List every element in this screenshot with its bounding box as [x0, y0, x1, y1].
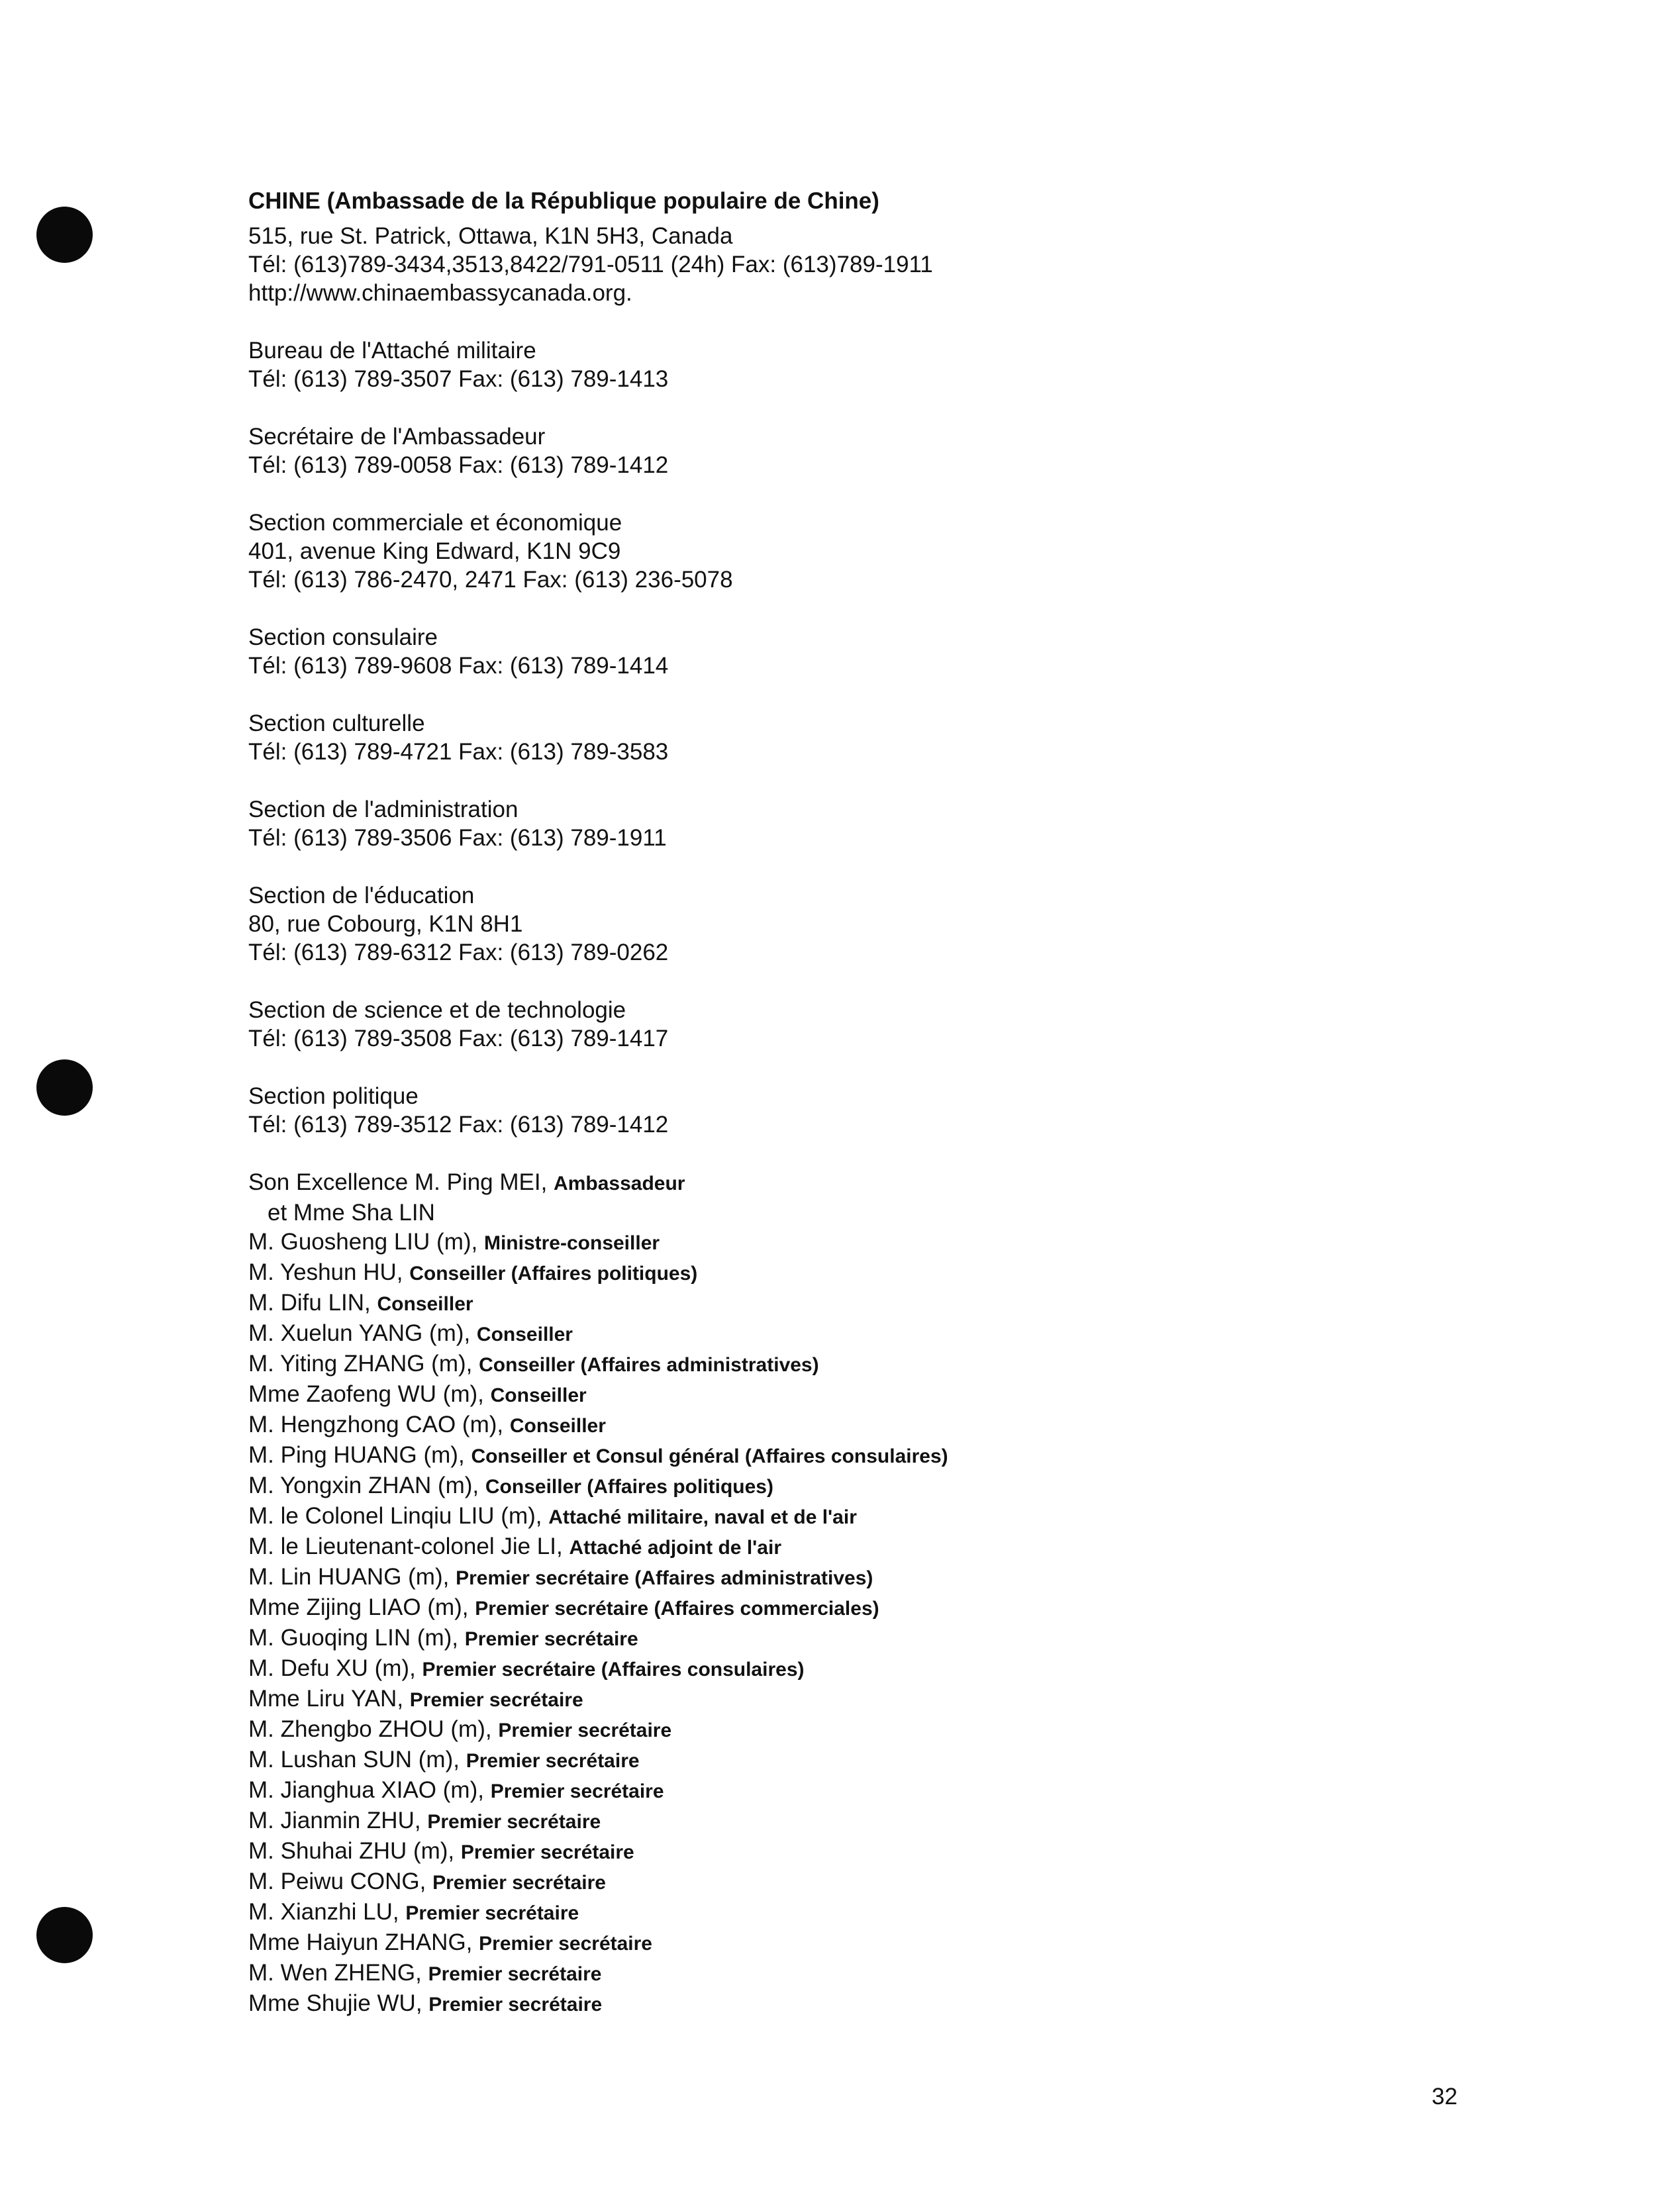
staff-row — [248, 1684, 1507, 1715]
staff-name: M. Lin HUANG (m), — [248, 1564, 450, 1590]
staff-row — [248, 1989, 1507, 2019]
section-name: Section consulaire — [248, 624, 438, 650]
staff-row — [248, 1563, 1507, 1593]
staff-role: Conseiller — [490, 1385, 587, 1406]
staff-row — [248, 1715, 1507, 1745]
staff-row — [248, 1410, 1507, 1441]
staff-row — [248, 1288, 1507, 1319]
staff-row — [248, 1867, 1507, 1898]
staff-row — [248, 1532, 1507, 1563]
staff-role: Conseiller (Affaires politiques) — [409, 1263, 698, 1285]
staff-name: M. Xuelun YANG (m), — [248, 1320, 471, 1346]
staff-row — [248, 1959, 1507, 1989]
staff-row — [248, 1654, 1507, 1684]
section-block — [248, 336, 1507, 393]
staff-row — [248, 1258, 1507, 1288]
staff-role: Conseiller et Consul général (Affaires consulaires) — [471, 1445, 948, 1467]
staff-row — [248, 1806, 1507, 1837]
staff-row — [248, 1928, 1507, 1959]
staff-role: Premier secrétaire — [466, 1750, 640, 1772]
punch-hole-bottom — [36, 1907, 93, 1963]
staff-role: Conseiller — [377, 1293, 473, 1315]
staff-name: M. Peiwu CONG, — [248, 1869, 426, 1894]
page-number: 32 — [1432, 2084, 1458, 2110]
punch-hole-middle — [36, 1059, 93, 1116]
staff-name: M. Yongxin ZHAN (m), — [248, 1473, 479, 1498]
staff-role: Conseiller (Affaires administratives) — [479, 1354, 819, 1376]
section-block — [248, 509, 1507, 594]
section-block — [248, 709, 1507, 766]
staff-name: M. Guosheng LIU (m), — [248, 1229, 478, 1255]
staff-row — [248, 1198, 1507, 1228]
staff-row — [248, 1745, 1507, 1776]
staff-row — [248, 1380, 1507, 1410]
section-detail-line: Tél: (613) 789-9608 Fax: (613) 789-1414 — [248, 653, 669, 679]
staff-row — [248, 1898, 1507, 1928]
staff-name: M. Zhengbo ZHOU (m), — [248, 1716, 492, 1742]
staff-role: Premier secrétaire — [409, 1689, 583, 1711]
section-name: Bureau de l'Attaché militaire — [248, 338, 536, 364]
staff-row — [248, 1168, 1507, 1198]
document-body — [248, 187, 1507, 2019]
staff-role: Premier secrétaire — [432, 1872, 606, 1894]
section-name: Section de science et de technologie — [248, 997, 626, 1023]
staff-role: Conseiller (Affaires politiques) — [485, 1476, 773, 1498]
section-detail-line: Tél: (613) 789-3507 Fax: (613) 789-1413 — [248, 366, 669, 392]
section-name: Secrétaire de l'Ambassadeur — [248, 424, 546, 450]
punch-hole-top — [36, 207, 93, 263]
staff-role: Premier secrétaire — [405, 1902, 579, 1924]
staff-role: Premier secrétaire — [427, 1811, 601, 1833]
staff-role: Premier secrétaire — [460, 1841, 634, 1863]
embassy-address-block — [248, 222, 1507, 307]
section-detail-line: Tél: (613) 789-3508 Fax: (613) 789-1417 — [248, 1026, 669, 1051]
section-block — [248, 996, 1507, 1053]
staff-name: M. Jianmin ZHU, — [248, 1808, 421, 1833]
staff-role: Premier secrétaire (Affaires consulaires) — [422, 1659, 805, 1680]
staff-name: M. le Colonel Linqiu LIU (m), — [248, 1503, 542, 1529]
staff-name: et Mme Sha LIN — [268, 1200, 435, 1226]
staff-role: Premier secrétaire — [464, 1628, 638, 1650]
section-block — [248, 1082, 1507, 1139]
staff-name: M. Xianzhi LU, — [248, 1899, 399, 1925]
staff-role: Premier secrétaire — [428, 1963, 602, 1985]
staff-name: M. le Lieutenant-colonel Jie LI, — [248, 1533, 563, 1559]
section-detail-line: Tél: (613) 789-4721 Fax: (613) 789-3583 — [248, 739, 669, 765]
section-name: Section de l'éducation — [248, 883, 475, 908]
staff-name: M. Yiting ZHANG (m), — [248, 1351, 473, 1377]
staff-name: Mme Shujie WU, — [248, 1990, 422, 2016]
staff-list — [248, 1168, 1507, 2019]
staff-name: M. Guoqing LIN (m), — [248, 1625, 459, 1651]
staff-role: Premier secrétaire — [490, 1780, 664, 1802]
staff-name: M. Lushan SUN (m), — [248, 1747, 460, 1773]
embassy-title: CHINE (Ambassade de la République populaire de Chine) — [248, 188, 879, 214]
section-detail-line: Tél: (613) 789-0058 Fax: (613) 789-1412 — [248, 452, 669, 478]
staff-name: Mme Zijing LIAO (m), — [248, 1594, 469, 1620]
staff-name: M. Wen ZHENG, — [248, 1960, 422, 1986]
staff-row — [248, 1349, 1507, 1380]
section-detail-line: 401, avenue King Edward, K1N 9C9 — [248, 538, 621, 564]
section-block — [248, 795, 1507, 852]
staff-name: Mme Haiyun ZHANG, — [248, 1929, 473, 1955]
embassy-website-link[interactable]: http://www.chinaembassycanada.org. — [248, 280, 632, 306]
section-detail-line: Tél: (613) 789-6312 Fax: (613) 789-0262 — [248, 940, 669, 965]
section-detail-line: Tél: (613) 789-3506 Fax: (613) 789-1911 — [248, 825, 667, 851]
staff-name: Son Excellence M. Ping MEI, — [248, 1169, 548, 1195]
staff-name: M. Jianghua XIAO (m), — [248, 1777, 484, 1803]
staff-row — [248, 1319, 1507, 1349]
staff-row — [248, 1228, 1507, 1258]
staff-name: M. Defu XU (m), — [248, 1655, 416, 1681]
embassy-phone-line: Tél: (613)789-3434,3513,8422/791-0511 (24h) Fax: (613)789-1911 — [248, 252, 933, 277]
section-block — [248, 623, 1507, 680]
staff-role: Attaché militaire, naval et de l'air — [548, 1506, 857, 1528]
section-detail-line: Tél: (613) 789-3512 Fax: (613) 789-1412 — [248, 1112, 669, 1138]
staff-name: Mme Liru YAN, — [248, 1686, 404, 1712]
section-name: Section culturelle — [248, 710, 425, 736]
staff-name: M. Ping HUANG (m), — [248, 1442, 465, 1468]
staff-role: Conseiller — [476, 1324, 573, 1345]
section-block — [248, 881, 1507, 967]
staff-name: M. Hengzhong CAO (m), — [248, 1412, 504, 1437]
staff-name: M. Difu LIN, — [248, 1290, 371, 1316]
embassy-address-line: 515, rue St. Patrick, Ottawa, K1N 5H3, Canada — [248, 223, 733, 249]
section-name: Section de l'administration — [248, 797, 519, 822]
staff-row — [248, 1441, 1507, 1471]
section-detail-line: Tél: (613) 786-2470, 2471 Fax: (613) 236-5078 — [248, 567, 733, 593]
staff-role: Attaché adjoint de l'air — [569, 1537, 781, 1559]
staff-name: M. Shuhai ZHU (m), — [248, 1838, 455, 1864]
section-block — [248, 422, 1507, 479]
staff-role: Premier secrétaire (Affaires commerciales) — [475, 1598, 879, 1620]
staff-role: Premier secrétaire — [498, 1720, 672, 1741]
staff-row — [248, 1593, 1507, 1624]
staff-role: Conseiller — [509, 1415, 606, 1437]
section-name: Section commerciale et économique — [248, 510, 622, 536]
staff-role: Ministre-conseiller — [483, 1232, 660, 1254]
staff-row — [248, 1502, 1507, 1532]
staff-role: Premier secrétaire — [479, 1933, 652, 1955]
staff-row — [248, 1624, 1507, 1654]
staff-row — [248, 1471, 1507, 1502]
staff-role: Ambassadeur — [554, 1173, 685, 1194]
section-name: Section politique — [248, 1083, 419, 1109]
staff-role: Premier secrétaire — [428, 1994, 603, 2016]
sections-list — [248, 336, 1507, 1139]
staff-name: M. Yeshun HU, — [248, 1259, 403, 1285]
section-detail-line: 80, rue Cobourg, K1N 8H1 — [248, 911, 523, 937]
staff-name: Mme Zaofeng WU (m), — [248, 1381, 484, 1407]
staff-row — [248, 1776, 1507, 1806]
staff-role: Premier secrétaire (Affaires administratives) — [456, 1567, 873, 1589]
staff-row — [248, 1837, 1507, 1867]
